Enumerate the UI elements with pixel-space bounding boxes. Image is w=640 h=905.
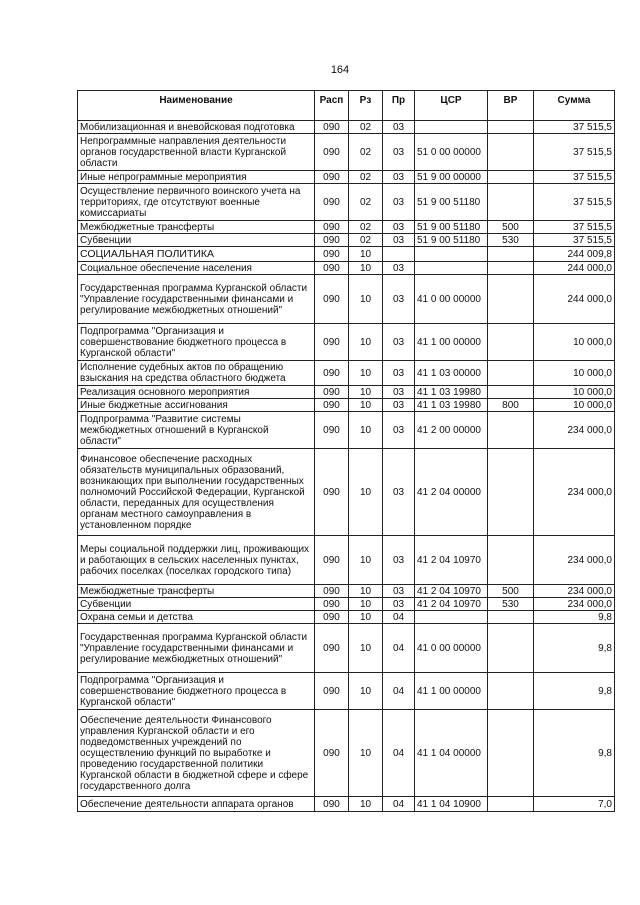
row-rasp: 090 (315, 412, 349, 449)
row-csr: 41 2 04 00000 (415, 449, 488, 536)
row-pr: 04 (383, 624, 415, 673)
table-row (78, 121, 615, 134)
row-vr (488, 624, 534, 673)
row-pr: 03 (383, 361, 415, 386)
row-pr: 03 (383, 184, 415, 221)
table-row (78, 275, 615, 324)
row-rz: 10 (349, 361, 383, 386)
row-csr (415, 121, 488, 134)
row-vr: 500 (488, 221, 534, 234)
row-sum: 9,8 (534, 710, 615, 797)
row-vr: 530 (488, 234, 534, 247)
row-csr: 51 9 00 00000 (415, 171, 488, 184)
row-sum: 244 009,8 (534, 247, 615, 262)
row-sum: 37 515,5 (534, 121, 615, 134)
row-pr (383, 247, 415, 262)
row-vr (488, 361, 534, 386)
row-sum: 234 000,0 (534, 536, 615, 585)
row-vr (488, 611, 534, 624)
row-name: Иные непрограммные мероприятия (78, 171, 315, 184)
row-rz: 02 (349, 121, 383, 134)
row-sum: 234 000,0 (534, 412, 615, 449)
header-rasp: Расп (315, 91, 349, 121)
row-vr (488, 275, 534, 324)
row-rasp: 090 (315, 598, 349, 611)
row-name: Реализация основного мероприятия (78, 386, 315, 399)
row-csr: 51 0 00 00000 (415, 134, 488, 171)
table-row (78, 221, 615, 234)
table-row (78, 536, 615, 585)
row-rz: 10 (349, 386, 383, 399)
row-sum: 234 000,0 (534, 598, 615, 611)
page-number: 164 (330, 64, 350, 76)
row-vr (488, 536, 534, 585)
row-name: Меры социальной поддержки лиц, проживающих и работающих в сельских населенных пунктах, рабочих поселках (поселках городского типа) (78, 536, 315, 585)
row-rz: 10 (349, 797, 383, 812)
row-vr (488, 797, 534, 812)
row-name: Непрограммные направления деятельности органов государственной власти Курганской области (78, 134, 315, 171)
row-vr: 500 (488, 585, 534, 598)
row-rasp: 090 (315, 797, 349, 812)
table-header-row (78, 91, 615, 121)
table-row (78, 611, 615, 624)
row-vr (488, 134, 534, 171)
row-rasp: 090 (315, 611, 349, 624)
row-rz: 10 (349, 585, 383, 598)
table-row (78, 598, 615, 611)
table-row (78, 399, 615, 412)
row-sum: 9,8 (534, 624, 615, 673)
row-pr: 03 (383, 598, 415, 611)
header-sum: Сумма (534, 91, 615, 121)
row-csr: 51 9 00 51180 (415, 184, 488, 221)
row-pr: 03 (383, 134, 415, 171)
row-rasp: 090 (315, 247, 349, 262)
row-vr: 530 (488, 598, 534, 611)
row-csr: 51 9 00 51180 (415, 221, 488, 234)
header-pr: Пр (383, 91, 415, 121)
row-name: Социальное обеспечение населения (78, 262, 315, 275)
row-pr: 03 (383, 412, 415, 449)
table-row (78, 171, 615, 184)
row-name: Финансовое обеспечение расходных обязательств муниципальных образований, возникающих при выполнении государственных полномочий Российской Федерации, Курганской области, переданных для осуществления органам местного самоуправления в установленном порядке (78, 449, 315, 536)
row-rasp: 090 (315, 121, 349, 134)
table-row (78, 184, 615, 221)
row-pr: 03 (383, 585, 415, 598)
table-row (78, 247, 615, 262)
row-rasp: 090 (315, 673, 349, 710)
row-vr (488, 449, 534, 536)
row-name: Межбюджетные трансферты (78, 221, 315, 234)
row-rz: 10 (349, 275, 383, 324)
budget-table (77, 90, 615, 812)
row-vr: 800 (488, 399, 534, 412)
table-row (78, 624, 615, 673)
row-pr: 03 (383, 275, 415, 324)
row-pr: 04 (383, 673, 415, 710)
row-pr: 03 (383, 171, 415, 184)
row-rz: 10 (349, 624, 383, 673)
row-rz: 10 (349, 247, 383, 262)
row-name: Охрана семьи и детства (78, 611, 315, 624)
row-rasp: 090 (315, 262, 349, 275)
row-rasp: 090 (315, 585, 349, 598)
row-rz: 10 (349, 399, 383, 412)
table-row (78, 361, 615, 386)
table-row (78, 673, 615, 710)
row-rz: 10 (349, 449, 383, 536)
row-sum: 234 000,0 (534, 449, 615, 536)
row-sum: 234 000,0 (534, 585, 615, 598)
row-sum: 244 000,0 (534, 262, 615, 275)
row-rasp: 090 (315, 134, 349, 171)
table-row (78, 234, 615, 247)
row-pr: 03 (383, 262, 415, 275)
row-rasp: 090 (315, 386, 349, 399)
row-sum: 37 515,5 (534, 184, 615, 221)
row-pr: 03 (383, 386, 415, 399)
row-rasp: 090 (315, 624, 349, 673)
row-csr: 51 9 00 51180 (415, 234, 488, 247)
row-vr (488, 412, 534, 449)
row-name: Субвенции (78, 598, 315, 611)
row-rz: 02 (349, 184, 383, 221)
row-csr: 41 0 00 00000 (415, 275, 488, 324)
row-csr: 41 2 00 00000 (415, 412, 488, 449)
row-csr: 41 0 00 00000 (415, 624, 488, 673)
row-name: Подпрограмма "Организация и совершенствование бюджетного процесса в Курганской области" (78, 673, 315, 710)
row-sum: 37 515,5 (534, 171, 615, 184)
row-rz: 02 (349, 171, 383, 184)
table-row (78, 449, 615, 536)
table-row (78, 386, 615, 399)
row-csr: 41 1 04 00000 (415, 710, 488, 797)
row-name: Осуществление первичного воинского учета на территориях, где отсутствуют военные комиссариаты (78, 184, 315, 221)
table-row (78, 797, 615, 812)
row-pr: 03 (383, 221, 415, 234)
row-rz: 02 (349, 134, 383, 171)
header-rz: Рз (349, 91, 383, 121)
row-rasp: 090 (315, 184, 349, 221)
row-name: Государственная программа Курганской области "Управление государственными финансами и регулирование межбюджетных отношений" (78, 624, 315, 673)
table-row (78, 134, 615, 171)
table-row (78, 710, 615, 797)
row-rz: 10 (349, 536, 383, 585)
row-rasp: 090 (315, 361, 349, 386)
row-sum: 7,0 (534, 797, 615, 812)
row-csr (415, 611, 488, 624)
table-row (78, 585, 615, 598)
row-csr: 41 1 00 00000 (415, 324, 488, 361)
row-csr: 41 1 03 19980 (415, 399, 488, 412)
row-name: Обеспечение деятельности Финансового управления Курганской области и его подведомственных учреждений по осуществлению функций по выработке и проведению государственной политики Курганской области в бюджетной сфере и сфере государственного долга (78, 710, 315, 797)
table-row (78, 262, 615, 275)
row-vr (488, 184, 534, 221)
row-rasp: 090 (315, 171, 349, 184)
row-csr (415, 247, 488, 262)
row-vr (488, 262, 534, 275)
row-csr: 41 1 04 10900 (415, 797, 488, 812)
row-pr: 04 (383, 611, 415, 624)
row-csr: 41 1 03 19980 (415, 386, 488, 399)
row-rasp: 090 (315, 710, 349, 797)
row-vr (488, 386, 534, 399)
row-rz: 10 (349, 710, 383, 797)
row-vr (488, 121, 534, 134)
row-rz: 10 (349, 262, 383, 275)
row-pr: 03 (383, 324, 415, 361)
row-rz: 10 (349, 412, 383, 449)
row-rz: 10 (349, 673, 383, 710)
row-name: Государственная программа Курганской области "Управление государственными финансами и регулирование межбюджетных отношений" (78, 275, 315, 324)
row-csr: 41 2 04 10970 (415, 598, 488, 611)
table-row (78, 412, 615, 449)
row-rz: 10 (349, 611, 383, 624)
row-rz: 02 (349, 221, 383, 234)
row-rz: 10 (349, 324, 383, 361)
row-sum: 37 515,5 (534, 134, 615, 171)
row-name: Исполнение судебных актов по обращению взыскания на средства областного бюджета (78, 361, 315, 386)
row-sum: 10 000,0 (534, 324, 615, 361)
row-csr: 41 1 00 00000 (415, 673, 488, 710)
row-rasp: 090 (315, 399, 349, 412)
row-name: СОЦИАЛЬНАЯ ПОЛИТИКА (78, 247, 315, 262)
row-vr (488, 673, 534, 710)
row-csr: 41 2 04 10970 (415, 585, 488, 598)
row-csr: 41 1 03 00000 (415, 361, 488, 386)
row-name: Мобилизационная и вневойсковая подготовка (78, 121, 315, 134)
row-pr: 03 (383, 399, 415, 412)
row-rasp: 090 (315, 324, 349, 361)
row-pr: 03 (383, 536, 415, 585)
row-sum: 10 000,0 (534, 386, 615, 399)
row-vr (488, 710, 534, 797)
row-rz: 10 (349, 598, 383, 611)
header-csr: ЦСР (415, 91, 488, 121)
row-csr: 41 2 04 10970 (415, 536, 488, 585)
row-pr: 04 (383, 797, 415, 812)
row-pr: 03 (383, 121, 415, 134)
row-name: Подпрограмма "Организация и совершенствование бюджетного процесса в Курганской области" (78, 324, 315, 361)
header-vr: ВР (488, 91, 534, 121)
row-sum: 244 000,0 (534, 275, 615, 324)
row-name: Иные бюджетные ассигнования (78, 399, 315, 412)
row-name: Межбюджетные трансферты (78, 585, 315, 598)
row-rasp: 090 (315, 449, 349, 536)
header-name: Наименование (78, 91, 315, 121)
row-sum: 37 515,5 (534, 221, 615, 234)
row-rasp: 090 (315, 536, 349, 585)
row-sum: 10 000,0 (534, 361, 615, 386)
row-vr (488, 324, 534, 361)
row-rasp: 090 (315, 275, 349, 324)
row-vr (488, 171, 534, 184)
row-sum: 10 000,0 (534, 399, 615, 412)
row-sum: 9,8 (534, 611, 615, 624)
row-pr: 03 (383, 449, 415, 536)
row-name: Субвенции (78, 234, 315, 247)
row-rasp: 090 (315, 221, 349, 234)
row-rz: 02 (349, 234, 383, 247)
row-name: Подпрограмма "Развитие системы межбюджетных отношений в Курганской области" (78, 412, 315, 449)
row-pr: 03 (383, 234, 415, 247)
row-rasp: 090 (315, 234, 349, 247)
row-sum: 9,8 (534, 673, 615, 710)
row-vr (488, 247, 534, 262)
row-pr: 04 (383, 710, 415, 797)
row-csr (415, 262, 488, 275)
row-name: Обеспечение деятельности аппарата органов (78, 797, 315, 812)
table-row (78, 324, 615, 361)
row-sum: 37 515,5 (534, 234, 615, 247)
